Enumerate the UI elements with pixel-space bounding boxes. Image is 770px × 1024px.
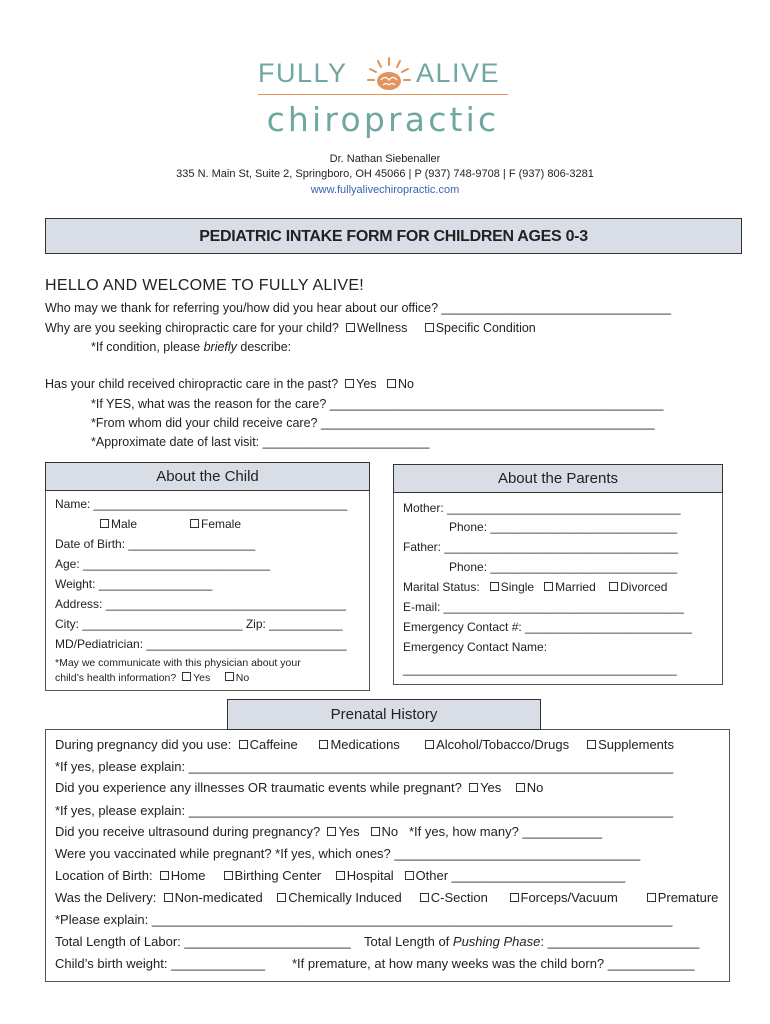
non-medicated-checkbox[interactable] bbox=[164, 893, 173, 902]
chemically-induced-checkbox[interactable] bbox=[277, 893, 286, 902]
hospital-checkbox[interactable] bbox=[336, 871, 345, 880]
prior-care-no-checkbox[interactable] bbox=[387, 379, 396, 388]
physician-no-checkbox[interactable] bbox=[225, 672, 234, 681]
alcohol-checkbox[interactable] bbox=[425, 740, 434, 749]
physician-note-line1: *May we communicate with this physician about your bbox=[55, 657, 301, 669]
child-md-field[interactable]: MD/Pediatrician: ______________________________ bbox=[55, 637, 347, 651]
ultrasound-yes-checkbox[interactable] bbox=[327, 827, 336, 836]
website-link[interactable]: www.fullyalivechiropractic.com bbox=[310, 184, 460, 196]
specific-condition-label: Specific Condition bbox=[435, 321, 536, 335]
logo-word-alive: ALIVE bbox=[416, 58, 501, 88]
divorced-checkbox[interactable] bbox=[609, 582, 618, 591]
other-location-field[interactable]: Other ________________________ bbox=[415, 868, 626, 883]
child-name-field[interactable]: Name: ______________________________________ bbox=[55, 497, 348, 511]
married-checkbox[interactable] bbox=[544, 582, 553, 591]
ultrasound-count-field[interactable]: *If yes, how many? ___________ bbox=[408, 824, 602, 839]
premature-weeks-field[interactable]: *If premature, at how many weeks was the child born? ____________ bbox=[292, 956, 695, 971]
female-checkbox[interactable] bbox=[190, 519, 199, 528]
caffeine-checkbox[interactable] bbox=[239, 740, 248, 749]
ultrasound-question: Did you receive ultrasound during pregnancy? Yes No *If yes, how many? ___________ bbox=[55, 824, 602, 839]
welcome-heading: HELLO AND WELCOME TO FULLY ALIVE! bbox=[45, 277, 365, 294]
why-question-label: Why are you seeking chiropractic care for your child? bbox=[45, 321, 339, 335]
parents-panel-title: About the Parents bbox=[393, 464, 723, 493]
mother-field[interactable]: Mother: ___________________________________ bbox=[403, 501, 681, 515]
prior-care-yes-checkbox[interactable] bbox=[345, 379, 354, 388]
forceps-checkbox[interactable] bbox=[510, 893, 519, 902]
last-visit-field[interactable]: *Approximate date of last visit: ________________________ bbox=[91, 435, 430, 449]
care-reason-field[interactable]: *If YES, what was the reason for the care? ________________________________________________ bbox=[91, 397, 664, 411]
doctor-name: Dr. Nathan Siebenaller bbox=[329, 153, 441, 165]
care-provider-field[interactable]: *From whom did your child receive care? ________________________________________________ bbox=[91, 416, 655, 430]
child-city-zip-field[interactable]: City: ________________________ Zip: ___________ bbox=[55, 617, 343, 631]
illness-yes-checkbox[interactable] bbox=[469, 783, 478, 792]
substance-explain-field[interactable]: *If yes, please explain: ___________________________________________________________________ bbox=[55, 759, 674, 774]
logo-word-chiropractic: chiropractic bbox=[266, 100, 500, 139]
form-title: PEDIATRIC INTAKE FORM FOR CHILDREN AGES 0-3 bbox=[199, 228, 588, 245]
child-age-field[interactable]: Age: ____________________________ bbox=[55, 557, 270, 571]
birth-weight-field[interactable]: Child’s birth weight: _____________ bbox=[55, 956, 266, 971]
single-checkbox[interactable] bbox=[490, 582, 499, 591]
substance-use-question: During pregnancy did you use: Caffeine Medications Alcohol/Tobacco/Drugs Supplements bbox=[55, 737, 675, 752]
birthing-center-checkbox[interactable] bbox=[224, 871, 233, 880]
delivery-explain-field[interactable]: *Please explain: ________________________________________________________________________ bbox=[55, 912, 673, 927]
other-checkbox[interactable] bbox=[405, 871, 414, 880]
father-phone-field[interactable]: Phone: ____________________________ bbox=[449, 560, 678, 574]
home-checkbox[interactable] bbox=[160, 871, 169, 880]
referral-question[interactable]: Who may we thank for referring you/how did you hear about our office? _________________________________ bbox=[45, 301, 671, 315]
brain-sun-icon bbox=[366, 56, 412, 96]
mother-phone-field[interactable]: Phone: ____________________________ bbox=[449, 520, 678, 534]
vaccination-field[interactable]: Were you vaccinated while pregnant? *If yes, which ones? __________________________________ bbox=[55, 846, 641, 861]
child-panel-title: About the Child bbox=[45, 462, 370, 491]
logo-word-fully: FULLY bbox=[258, 58, 348, 88]
emergency-name-label: Emergency Contact Name: bbox=[403, 640, 548, 654]
email-field[interactable]: E-mail: ____________________________________ bbox=[403, 600, 684, 614]
emergency-name-field[interactable]: _________________________________________ bbox=[403, 662, 677, 676]
delivery-question: Was the Delivery: Non-medicated Chemically Induced C-Section Forceps/Vacuum Premature bbox=[55, 890, 719, 905]
supplements-checkbox[interactable] bbox=[587, 740, 596, 749]
prior-care-question: Has your child received chiropractic care in the past? Yes No bbox=[45, 377, 414, 391]
logo-divider bbox=[258, 94, 508, 95]
why-question bbox=[45, 321, 536, 335]
specific-condition-checkbox[interactable] bbox=[425, 323, 434, 332]
labor-length-field[interactable]: Total Length of Labor: _______________________ bbox=[55, 934, 351, 949]
premature-checkbox[interactable] bbox=[647, 893, 656, 902]
marital-status: Marital Status: Single Married Divorced bbox=[403, 580, 668, 594]
illness-explain-field[interactable]: *If yes, please explain: ___________________________________________________________________ bbox=[55, 803, 674, 818]
child-dob-field[interactable]: Date of Birth: ___________________ bbox=[55, 537, 256, 551]
father-field[interactable]: Father: ___________________________________ bbox=[403, 540, 678, 554]
male-checkbox[interactable] bbox=[100, 519, 109, 528]
office-address: 335 N. Main St, Suite 2, Springboro, OH 45066 | P (937) 748-9708 | F (937) 806-3281 bbox=[176, 168, 594, 180]
medications-checkbox[interactable] bbox=[319, 740, 328, 749]
ultrasound-no-checkbox[interactable] bbox=[371, 827, 380, 836]
physician-consent: child’s health information? Yes No bbox=[55, 672, 250, 684]
illness-question: Did you experience any illnesses OR traumatic events while pregnant? Yes No bbox=[55, 780, 544, 795]
illness-no-checkbox[interactable] bbox=[516, 783, 525, 792]
prenatal-panel-title: Prenatal History bbox=[227, 699, 541, 730]
child-address-field[interactable]: Address: ____________________________________ bbox=[55, 597, 346, 611]
condition-describe: *If condition, please briefly describe: bbox=[91, 340, 292, 354]
c-section-checkbox[interactable] bbox=[420, 893, 429, 902]
prior-care-label: Has your child received chiropractic care in the past? bbox=[45, 377, 339, 391]
wellness-checkbox[interactable] bbox=[346, 323, 355, 332]
physician-yes-checkbox[interactable] bbox=[182, 672, 191, 681]
birth-location-question: Location of Birth: Home Birthing Center Hospital Other ________________________ bbox=[55, 868, 626, 883]
child-weight-field[interactable]: Weight: _________________ bbox=[55, 577, 213, 591]
form-title-box bbox=[45, 218, 742, 254]
wellness-label: Wellness bbox=[356, 321, 408, 335]
child-sex: Male bbox=[100, 517, 137, 531]
emergency-number-field[interactable]: Emergency Contact #: _________________________ bbox=[403, 620, 692, 634]
pushing-phase-field[interactable]: Total Length of Pushing Phase: _____________________ bbox=[364, 934, 700, 949]
